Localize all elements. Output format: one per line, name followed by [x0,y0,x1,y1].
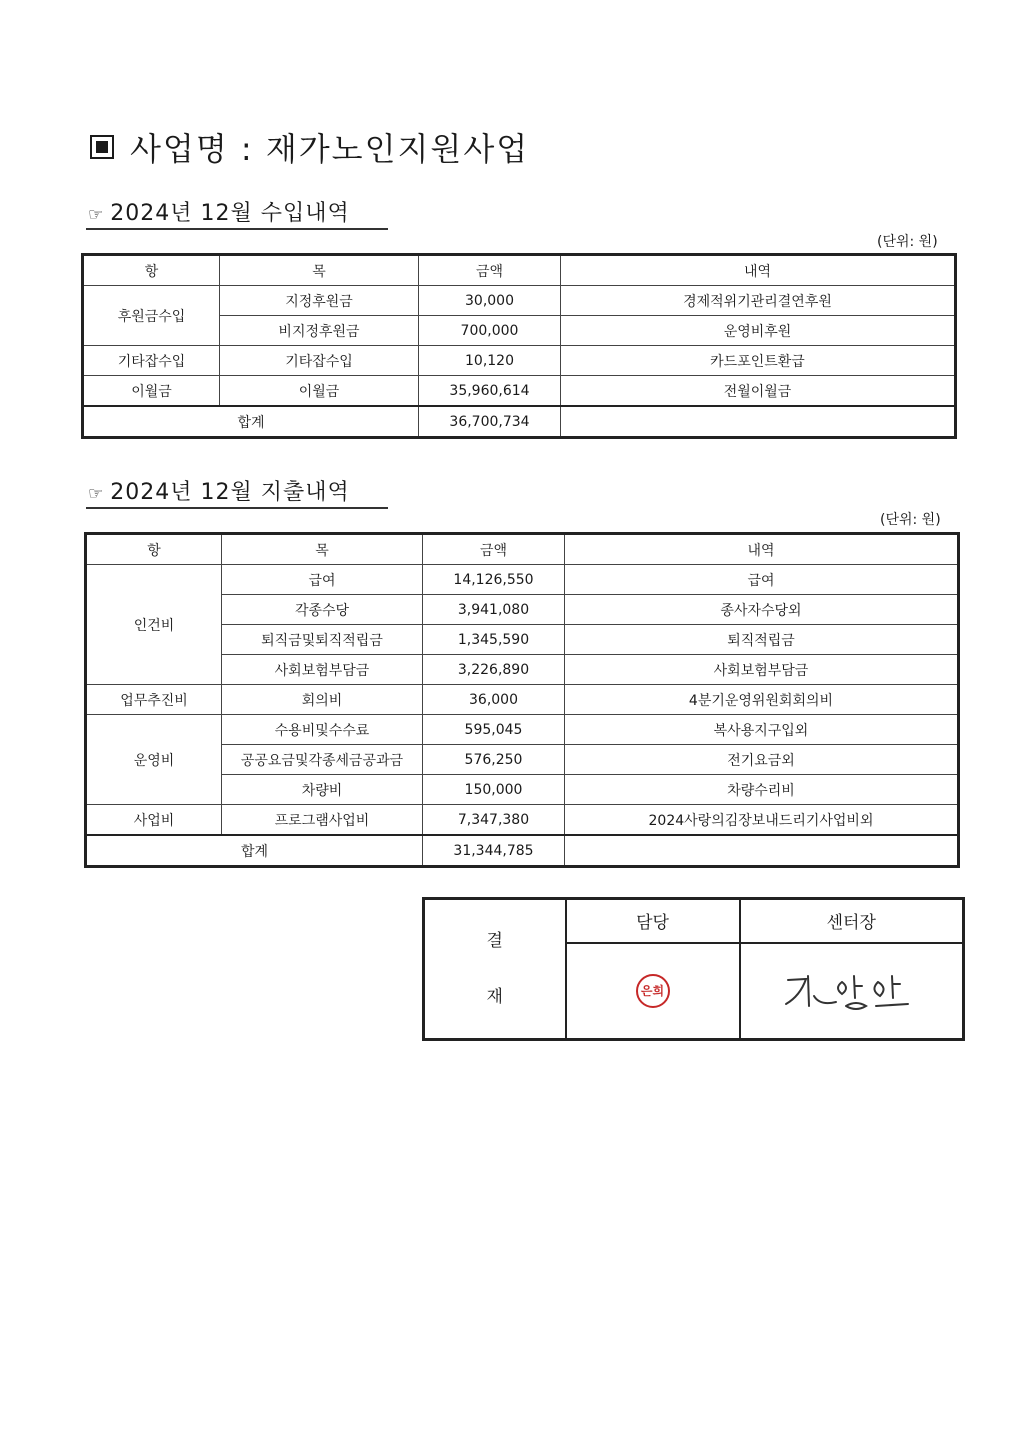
expense-amount-cell: 36,000 [423,685,565,715]
expense-mok-cell: 차량비 [222,775,423,805]
expense-amount-cell: 3,226,890 [423,655,565,685]
expense-mok-cell: 퇴직금및퇴직적립금 [222,625,423,655]
income-detail-cell: 운영비후원 [561,316,956,346]
table-row [86,685,959,715]
expense-mok-cell: 회의비 [222,685,423,715]
approval-box [422,897,965,1041]
income-total-label: 합계 [83,406,419,438]
pointing-hand-icon: ☞ [88,205,105,225]
expense-detail-cell: 복사용지구입외 [565,715,959,745]
income-total-detail [561,406,956,438]
expense-mok-cell: 수용비및수수료 [222,715,423,745]
table-row [86,565,959,595]
income-amount-cell: 30,000 [419,286,561,316]
table-row [83,286,956,316]
income-unit: (단위: 원) [877,234,938,250]
income-heading [86,196,388,230]
expense-hang-cell: 업무추진비 [86,685,222,715]
document-title [90,124,529,170]
expense-detail-cell: 퇴직적립금 [565,625,959,655]
expense-total-row [86,835,959,867]
expense-detail-cell: 전기요금외 [565,745,959,775]
expense-table [84,532,960,868]
income-header-row [83,255,956,286]
income-amount-cell: 35,960,614 [419,376,561,407]
expense-detail-cell: 차량수리비 [565,775,959,805]
table-row [83,346,956,376]
director-signature-cell [740,943,964,1040]
expense-total-amount: 31,344,785 [423,835,565,867]
income-mok-cell: 이월금 [220,376,419,407]
expense-detail-cell: 사회보험부담금 [565,655,959,685]
income-header-3: 내역 [561,255,956,286]
income-amount-cell: 10,120 [419,346,561,376]
expense-mok-cell: 각종수당 [222,595,423,625]
document-title-text: 사업명 : 재가노인지원사업 [130,130,530,168]
expense-amount-cell: 3,941,080 [423,595,565,625]
table-row [83,376,956,407]
expense-heading [86,475,388,509]
expense-hang-cell: 운영비 [86,715,222,805]
expense-unit: (단위: 원) [880,512,941,528]
income-heading-text: 2024년 12월 수입내역 [110,201,350,226]
income-detail-cell: 경제적위기관리결연후원 [561,286,956,316]
table-row [86,715,959,745]
director-signature [776,966,926,1016]
income-mok-cell: 지정후원금 [220,286,419,316]
expense-mok-cell: 프로그램사업비 [222,805,423,836]
square-bullet-icon [90,135,114,159]
income-total-amount: 36,700,734 [419,406,561,438]
expense-header-1: 목 [222,534,423,565]
income-hang-cell: 기타잡수입 [83,346,220,376]
income-header-0: 항 [83,255,220,286]
income-detail-cell: 카드포인트환급 [561,346,956,376]
expense-mok-cell: 사회보험부담금 [222,655,423,685]
income-amount-cell: 700,000 [419,316,561,346]
income-hang-cell: 이월금 [83,376,220,407]
expense-detail-cell: 급여 [565,565,959,595]
expense-amount-cell: 14,126,550 [423,565,565,595]
expense-detail-cell: 2024사랑의김장보내드리기사업비외 [565,805,959,836]
approval-label-bottom: 재 [486,987,503,1007]
approval-label-top: 결 [486,931,503,951]
expense-header-2: 금액 [423,534,565,565]
expense-total-label: 합계 [86,835,423,867]
expense-header-3: 내역 [565,534,959,565]
staff-seal-cell [566,943,740,1040]
table-row [86,805,959,836]
approval-label [424,899,566,1040]
income-hang-cell: 후원금수입 [83,286,220,346]
income-total-row [83,406,956,438]
income-detail-cell: 전월이월금 [561,376,956,407]
expense-heading-text: 2024년 12월 지출내역 [110,480,350,505]
expense-mok-cell: 공공요금및각종세금공과금 [222,745,423,775]
income-header-1: 목 [220,255,419,286]
expense-amount-cell: 1,345,590 [423,625,565,655]
income-mok-cell: 비지정후원금 [220,316,419,346]
expense-header-row [86,534,959,565]
expense-amount-cell: 595,045 [423,715,565,745]
expense-header-0: 항 [86,534,222,565]
expense-hang-cell: 인건비 [86,565,222,685]
expense-detail-cell: 종사자수당외 [565,595,959,625]
expense-detail-cell: 4분기운영위원회회의비 [565,685,959,715]
expense-amount-cell: 7,347,380 [423,805,565,836]
approval-col-staff: 담당 [566,899,740,943]
expense-amount-cell: 150,000 [423,775,565,805]
staff-seal: 은희 [636,974,670,1008]
expense-hang-cell: 사업비 [86,805,222,836]
expense-total-detail [565,835,959,867]
expense-mok-cell: 급여 [222,565,423,595]
expense-amount-cell: 576,250 [423,745,565,775]
income-mok-cell: 기타잡수입 [220,346,419,376]
income-table [81,253,957,439]
income-header-2: 금액 [419,255,561,286]
pointing-hand-icon: ☞ [88,484,105,504]
approval-col-director: 센터장 [740,899,964,943]
